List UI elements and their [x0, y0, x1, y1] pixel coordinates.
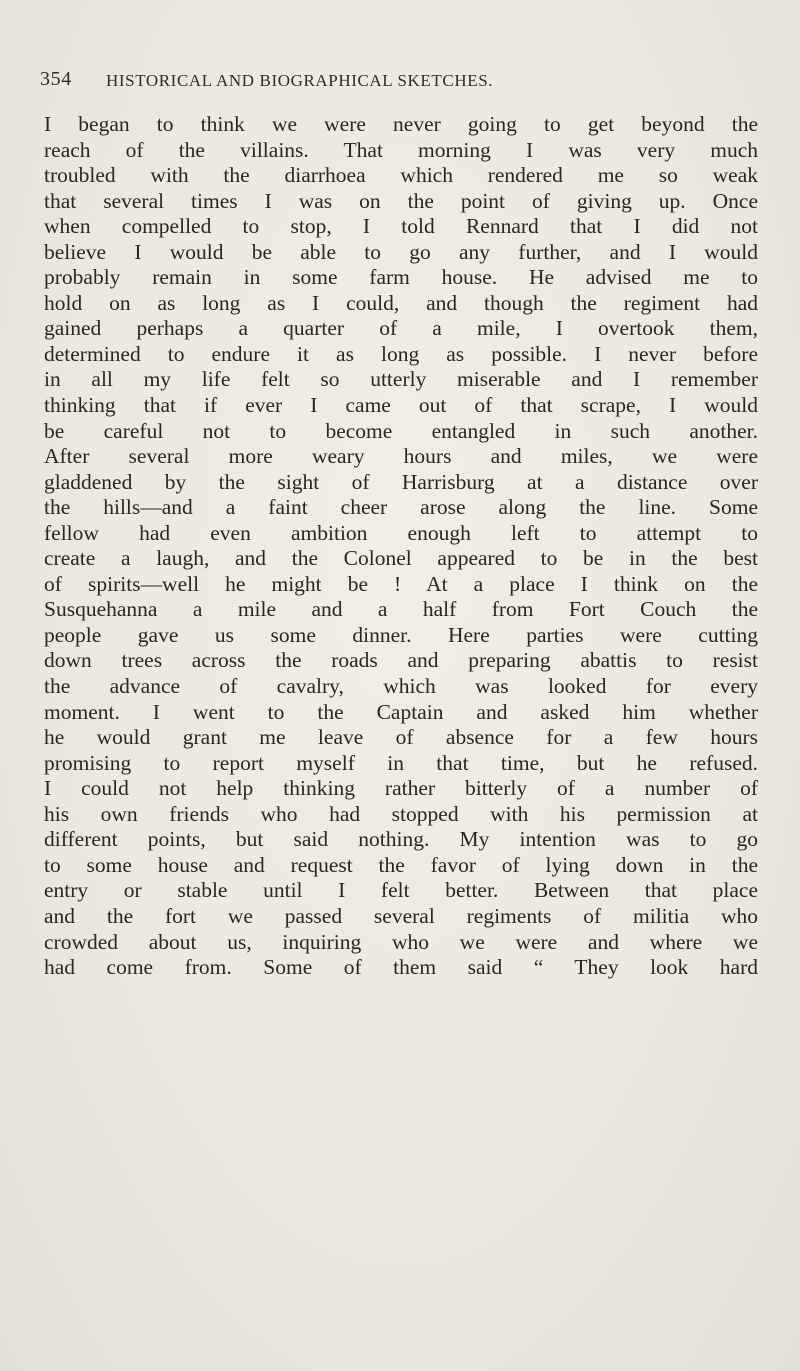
text-line: be careful not to become entangled in such another.	[44, 418, 758, 443]
text-line: the hills—and a faint cheer arose along the line. Some	[44, 495, 758, 520]
text-line: troubled with the diarrhoea which rendered me so weak	[44, 163, 758, 188]
text-line: create a laugh, and the Colonel appeared to be in the best	[44, 546, 758, 571]
text-line: hold on as long as I could, and though the regiment had	[44, 290, 758, 315]
text-line: fellow had even ambition enough left to attempt to	[44, 520, 758, 545]
text-line: to some house and request the favor of lying down in the	[44, 852, 758, 877]
text-line: reach of the villains. That morning I was very much	[44, 137, 758, 162]
text-line: of spirits—well he might be ! At a place I think on the	[44, 571, 758, 596]
text-line: down trees across the roads and preparing abattis to resist	[44, 648, 758, 673]
text-line: thinking that if ever I came out of that scrape, I would	[44, 393, 758, 418]
text-line: the advance of cavalry, which was looked for every	[44, 674, 758, 699]
page-header	[40, 68, 760, 94]
text-line: moment. I went to the Captain and asked him whether	[44, 699, 758, 724]
text-line: had come from. Some of them said “ They look hard	[44, 955, 758, 980]
text-line: determined to endure it as long as possible. I never before	[44, 341, 758, 366]
text-line: promising to report myself in that time, but he refused.	[44, 750, 758, 775]
text-line: he would grant me leave of absence for a few hours	[44, 725, 758, 750]
text-line: and the fort we passed several regiments of militia who	[44, 903, 758, 928]
text-line: After several more weary hours and miles, we were	[44, 444, 758, 469]
text-line: people gave us some dinner. Here parties were cutting	[44, 622, 758, 647]
text-line: I began to think we were never going to get beyond the	[44, 112, 758, 136]
text-line: I could not help thinking rather bitterly of a number of	[44, 776, 758, 801]
text-line: that several times I was on the point of giving up. Once	[44, 188, 758, 213]
body-text	[44, 112, 758, 981]
running-head: HISTORICAL AND BIOGRAPHICAL SKETCHES.	[106, 71, 494, 90]
text-line: when compelled to stop, I told Rennard that I did not	[44, 214, 758, 239]
text-line: different points, but said nothing. My intention was to go	[44, 827, 758, 852]
text-line: Susquehanna a mile and a half from Fort Couch the	[44, 597, 758, 622]
text-line: his own friends who had stopped with his permission at	[44, 801, 758, 826]
text-line: in all my life felt so utterly miserable and I remember	[44, 367, 758, 392]
text-line: believe I would be able to go any further, and I would	[44, 239, 758, 264]
text-line: gladdened by the sight of Harrisburg at a distance over	[44, 469, 758, 494]
text-line: probably remain in some farm house. He advised me to	[44, 265, 758, 290]
text-line: crowded about us, inquiring who we were and where we	[44, 929, 758, 954]
page-number: 354	[40, 68, 72, 90]
text-line: gained perhaps a quarter of a mile, I overtook them,	[44, 316, 758, 341]
text-line: entry or stable until I felt better. Between that place	[44, 878, 758, 903]
